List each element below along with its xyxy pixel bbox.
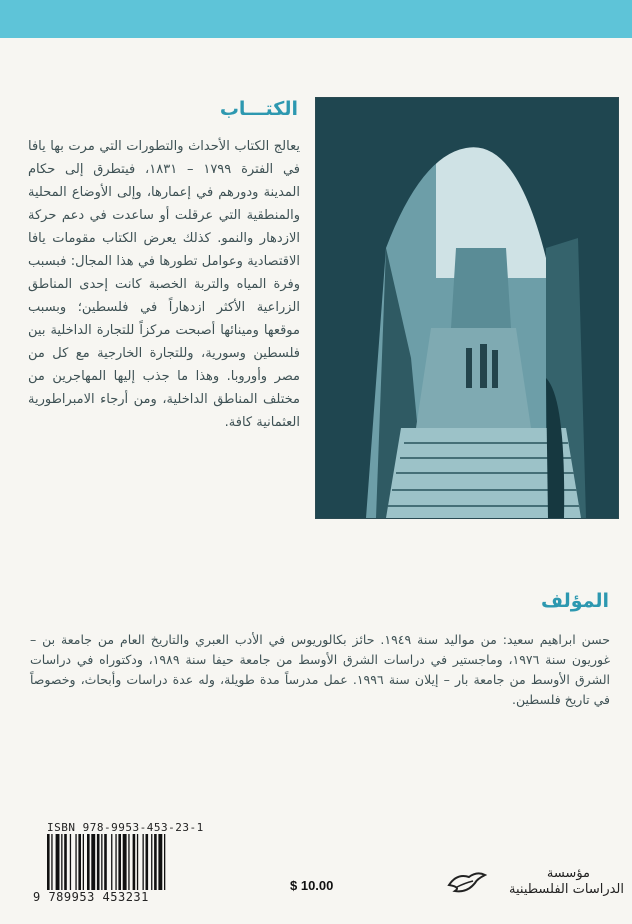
- barcode-number: 9 789953 453231: [33, 890, 149, 904]
- publisher-line2: الدراسات الفلسطينية: [509, 882, 624, 897]
- alley-stairs-photo: [315, 97, 619, 519]
- book-description: يعالج الكتاب الأحداث والتطورات التي مرت بها يافا في الفترة ١٧٩٩ – ١٨٣١، فيتطرق إلى حكام المدينة ودورهم في إعمارها، وإلى الأوضاع المحلية والمنطقية التي عرقلت أو ساعدت في دعم حركة الازدهار والنمو. كذلك يعرض الكتاب مقومات يافا الاقتصادية وعوامل تطورها في هذا المجال: فبسبب وفرة المياه والتربة الخصبة كانت إحدى المناطق الزراعية الأكثر ازدهاراً في فلسطين؛ وبسبب موقعها ومينائها أصبحت مركزاً للتجارة الداخلية بين فلسطين وسورية، وللتجارة الخارجية مع كل من مصر وأوروبا. وهذا ما جذب إليها المهاجرين من مختلف المناطق الداخلية، ومن أرجاء الامبراطورية العثمانية كافة.: [28, 139, 301, 430]
- author-bio: حسن ابراهيم سعيد: من مواليد سنة ١٩٤٩. حائز بكالوريوس في الأدب العبري والتاريخ العام من جامعة بن – غوريون سنة ١٩٧٦، وماجستير في دراسات الشرق الأوسط من جامعة حيفا سنة ١٩٨٩، ودكتوراه في دراسات الشرق الأوسط من جامعة بار – إيلان سنة ١٩٩٦. عمل مدرساً مدة طويلة، وله عدة دراسات وأبحاث، وخصوصاً في تاريخ فلسطين.: [30, 632, 611, 707]
- isbn-label: ISBN 978-9953-453-23-1: [47, 821, 204, 834]
- publisher-line1: مؤسسة: [546, 866, 590, 881]
- price-label: $ 10.00: [290, 878, 334, 893]
- book-heading: الكتـــاب: [219, 98, 298, 120]
- top-color-band: [0, 0, 632, 38]
- barcode: [45, 834, 217, 892]
- author-heading: المؤلف: [540, 590, 609, 612]
